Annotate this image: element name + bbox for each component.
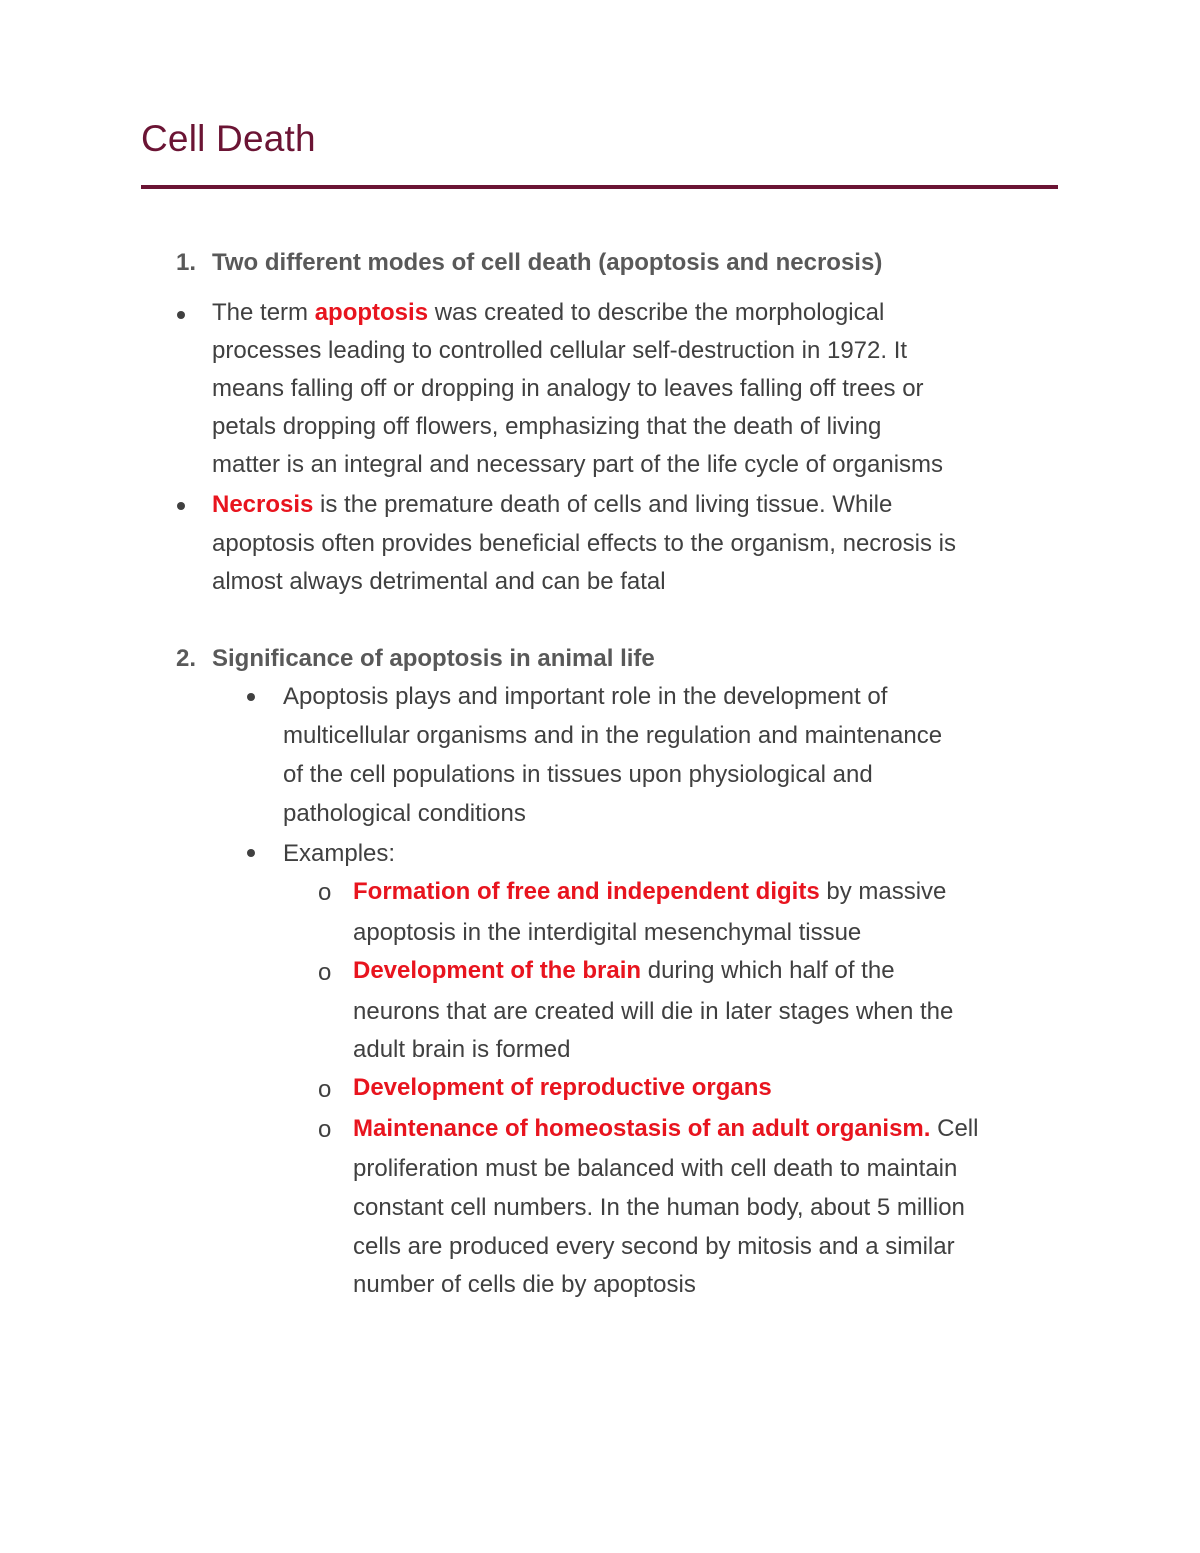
paragraph-line: of the cell populations in tissues upon physiological and [283, 761, 873, 788]
paragraph-line: constant cell numbers. In the human body, about 5 million [353, 1194, 965, 1221]
paragraph-line: processes leading to controlled cellular self-destruction in 1972. It [212, 337, 908, 364]
list-item [353, 1069, 772, 1107]
section-2-heading: Significance of apoptosis in animal life [212, 645, 655, 672]
term-necrosis: Necrosis [212, 491, 314, 518]
term-brain: Development of the brain [353, 957, 642, 984]
section-1-heading: Two different modes of cell death (apoptosis and necrosis) [212, 249, 883, 276]
paragraph-line: adult brain is formed [353, 1036, 571, 1063]
text: by massive [819, 878, 947, 905]
paragraph-line: apoptosis often provides beneficial effects to the organism, necrosis is [212, 530, 956, 557]
list-item [353, 952, 895, 990]
text: was created to describe the morphological [428, 299, 885, 326]
paragraph-line: means falling off or dropping in analogy to leaves falling off trees or [212, 375, 924, 402]
list-item [353, 1110, 978, 1148]
sub-bullet-marker: o [318, 959, 332, 986]
sub-bullet-marker: o [318, 1116, 332, 1143]
paragraph-line: multicellular organisms and in the regulation and maintenance [283, 722, 943, 749]
paragraph-line: cells are produced every second by mitosis and a similar [353, 1233, 955, 1260]
text: is the premature death of cells and living tissue. While [313, 491, 893, 518]
paragraph-line: proliferation must be balanced with cell death to maintain [353, 1155, 958, 1182]
paragraph-line: pathological conditions [283, 800, 526, 827]
list-item: Examples: [283, 840, 396, 867]
sub-bullet-marker: o [318, 1076, 332, 1103]
term-homeostasis: Maintenance of homeostasis of an adult organism. [353, 1115, 931, 1142]
list-item [212, 486, 892, 524]
paragraph-line: neurons that are created will die in later stages when the [353, 998, 954, 1025]
page-title: Cell Death [141, 118, 316, 159]
sub-bullet-marker: o [318, 879, 332, 906]
paragraph-line: petals dropping off flowers, emphasizing that the death of living [212, 413, 882, 440]
list-item [212, 294, 884, 332]
bullet-dot [247, 849, 255, 857]
paragraph-line: Apoptosis plays and important role in the development of [283, 683, 888, 710]
term-reproductive: Development of reproductive organs [353, 1074, 772, 1101]
paragraph-line: almost always detrimental and can be fatal [212, 568, 666, 595]
paragraph-line: matter is an integral and necessary part of the life cycle of organisms [212, 451, 944, 478]
term-apoptosis: apoptosis [314, 299, 429, 326]
section-2-number: 2. [176, 645, 197, 672]
bullet-dot [177, 502, 185, 510]
bullet-dot [177, 311, 185, 319]
text: Cell [930, 1115, 979, 1142]
paragraph-line: apoptosis in the interdigital mesenchymal tissue [353, 919, 862, 946]
paragraph-line: number of cells die by apoptosis [353, 1271, 696, 1298]
section-1-number: 1. [176, 249, 197, 276]
term-digits: Formation of free and independent digits [353, 878, 820, 905]
bullet-dot [247, 693, 255, 701]
list-item [353, 873, 946, 911]
text: The term [212, 299, 315, 326]
title-divider [141, 185, 1058, 189]
text: during which half of the [641, 957, 895, 984]
